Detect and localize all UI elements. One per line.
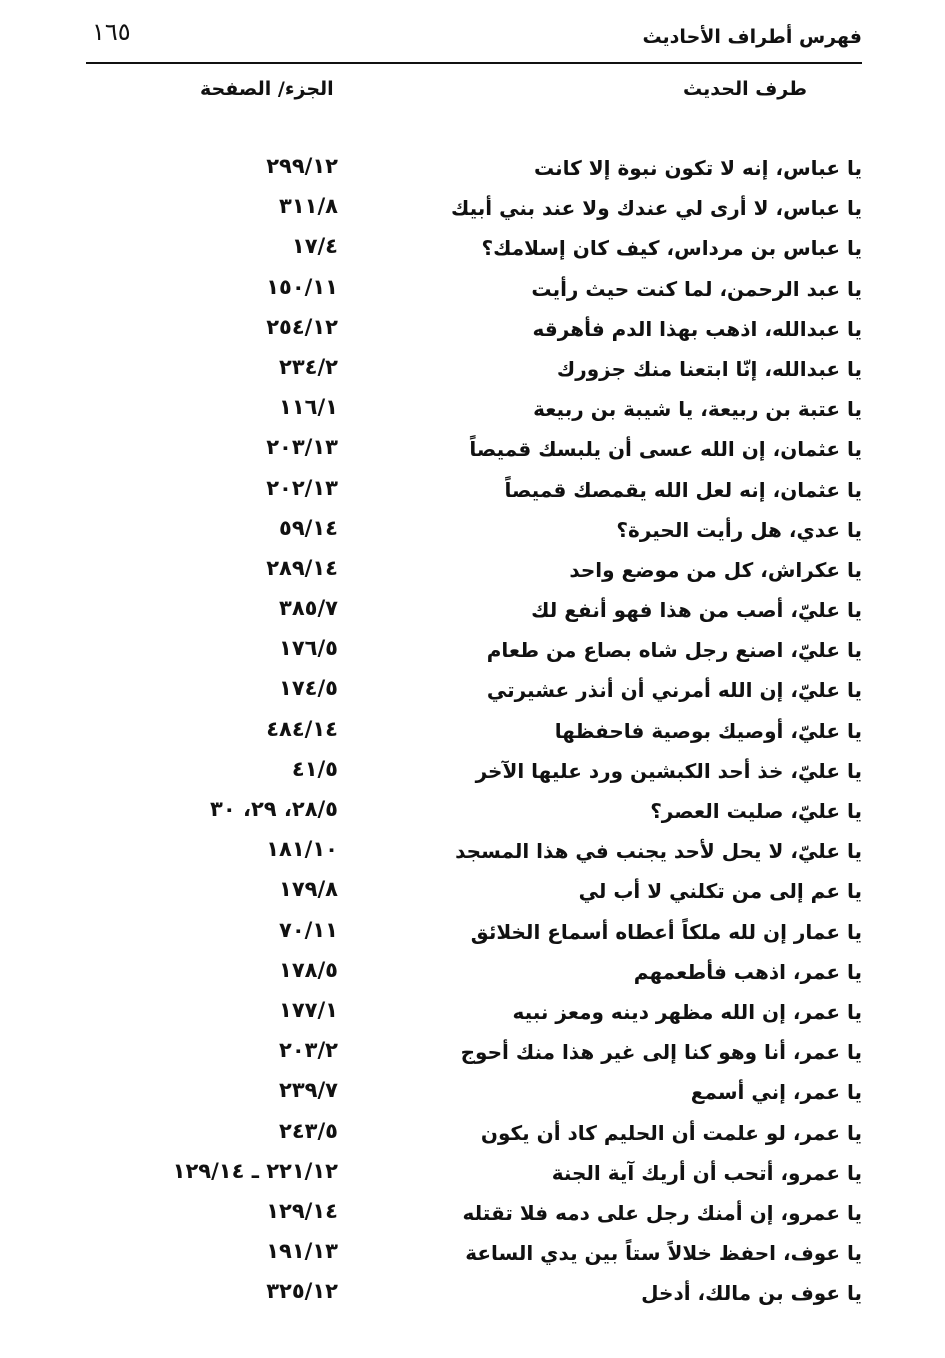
volume-page-reference: ١٧٧/١ bbox=[279, 997, 338, 1022]
volume-page-reference: ٢٣٩/٧ bbox=[279, 1078, 338, 1103]
volume-page-reference: ٢٨٩/١٤ bbox=[266, 555, 338, 580]
index-entry bbox=[86, 1277, 862, 1317]
hadith-incipit: يا عم إلى من تكلني لا أب لي bbox=[578, 879, 862, 904]
hadith-incipit: يا عليّ، إن الله أمرني أن أنذر عشيرتي bbox=[486, 678, 862, 703]
index-entry bbox=[86, 916, 862, 956]
hadith-incipit: يا عباس، إنه لا تكون نبوة إلا كانت bbox=[533, 156, 862, 180]
volume-page-reference: ٤١/٥ bbox=[291, 756, 338, 781]
hadith-incipit: يا عليّ، اصنع رجل شاه بصاع من طعام bbox=[486, 638, 862, 663]
hadith-incipit: يا عباس، لا أرى لي عندك ولا عند بني أبيك bbox=[450, 196, 862, 221]
index-entry bbox=[86, 715, 862, 755]
index-entry bbox=[86, 152, 862, 192]
volume-page-reference: ٢٣٤/٢ bbox=[279, 354, 338, 379]
hadith-incipit: يا عمر، أنا وهو كنا إلى غير هذا منك أحوج bbox=[460, 1040, 862, 1065]
hadith-incipit: يا عليّ، أصب من هذا فهو أنفع لك bbox=[531, 598, 862, 623]
hadith-incipit: يا عمر، إني أسمع bbox=[690, 1080, 862, 1105]
index-entry bbox=[86, 634, 862, 674]
index-entry bbox=[86, 594, 862, 634]
volume-page-reference: ٤٨٤/١٤ bbox=[266, 716, 338, 741]
hadith-incipit: يا عدي، هل رأيت الحيرة؟ bbox=[616, 517, 862, 542]
hadith-incipit: يا عباس بن مرداس، كيف كان إسلامك؟ bbox=[481, 236, 862, 261]
volume-page-reference: ٢٠٣/١٣ bbox=[266, 435, 338, 460]
index-entry bbox=[86, 313, 862, 353]
hadith-incipit: يا عبدالله، اذهب بهذا الدم فأهرقه bbox=[532, 316, 862, 341]
page-number: ١٦٥ bbox=[92, 18, 131, 46]
hadith-incipit: يا عمر، لو علمت أن الحليم كاد أن يكون bbox=[480, 1120, 862, 1145]
index-entry bbox=[86, 795, 862, 835]
volume-page-reference: ١٧/٤ bbox=[291, 234, 338, 259]
index-entry bbox=[86, 514, 862, 554]
hadith-incipit: يا عتبة بن ربيعة، يا شيبة بن ربيعة bbox=[533, 397, 862, 422]
index-entries bbox=[86, 152, 862, 1317]
volume-page-reference: ١٩١/١٣ bbox=[266, 1239, 338, 1264]
volume-page-reference: ٢٢١/١٢ ـ ١٢٩/١٤ bbox=[172, 1158, 338, 1183]
volume-page-reference: ٣٨٥/٧ bbox=[279, 596, 338, 621]
hadith-incipit: يا عوف بن مالك، أدخل bbox=[641, 1281, 862, 1306]
volume-page-reference: ١١٦/١ bbox=[279, 395, 338, 420]
page-header bbox=[86, 18, 862, 60]
volume-page-reference: ٣٢٥/١٢ bbox=[266, 1279, 338, 1304]
hadith-incipit: يا عليّ، صليت العصر؟ bbox=[650, 799, 862, 823]
index-entry bbox=[86, 1197, 862, 1237]
hadith-incipit: يا عثمان، إن الله عسى أن يلبسك قميصاً bbox=[469, 437, 862, 462]
index-entry bbox=[86, 393, 862, 433]
volume-page-reference: ٢٤٣/٥ bbox=[279, 1118, 338, 1143]
volume-page-reference: ١٧٤/٥ bbox=[279, 676, 338, 701]
volume-page-reference: ٢٨/٥، ٢٩، ٣٠ bbox=[210, 797, 338, 821]
volume-page-reference: ١٧٨/٥ bbox=[279, 957, 338, 982]
volume-page-reference: ٥٩/١٤ bbox=[279, 515, 338, 540]
hadith-incipit: يا عليّ، لا يحل لأحد يجنب في هذا المسجد bbox=[455, 839, 862, 864]
index-entry bbox=[86, 956, 862, 996]
index-entry bbox=[86, 674, 862, 714]
volume-page-reference: ٧٠/١١ bbox=[279, 917, 338, 942]
hadith-incipit: يا عمرو، إن أمنك رجل على دمه فلا تقتله bbox=[462, 1200, 862, 1225]
index-entry bbox=[86, 433, 862, 473]
volume-page-reference: ١٢٩/١٤ bbox=[266, 1198, 338, 1223]
hadith-incipit: يا عليّ، خذ أحد الكبشين ورد عليها الآخر bbox=[475, 758, 862, 783]
column-heading-reference: الجزء/ الصفحة bbox=[200, 78, 334, 100]
index-entry bbox=[86, 192, 862, 232]
hadith-incipit: يا عمرو، أتحب أن أريك آية الجنة bbox=[551, 1160, 862, 1185]
index-entry bbox=[86, 875, 862, 915]
header-rule bbox=[86, 62, 862, 64]
hadith-incipit: يا عبدالله، إنّا ابتعنا منك جزورك bbox=[556, 356, 862, 381]
volume-page-reference: ١٥٠/١١ bbox=[266, 274, 338, 299]
hadith-incipit: يا عثمان، إنه لعل الله يقمصك قميصاً bbox=[504, 477, 862, 502]
hadith-incipit: يا عمر، إن الله مظهر دينه ومعز نبيه bbox=[512, 999, 862, 1024]
index-entry bbox=[86, 353, 862, 393]
index-entry bbox=[86, 1237, 862, 1277]
index-entry bbox=[86, 1117, 862, 1157]
index-entry bbox=[86, 474, 862, 514]
running-title: فهرس أطراف الأحاديث bbox=[642, 26, 862, 48]
volume-page-reference: ١٧٩/٨ bbox=[279, 877, 338, 902]
hadith-incipit: يا عمار إن لله ملكاً أعطاه أسماع الخلائق bbox=[470, 919, 862, 944]
index-entry bbox=[86, 1157, 862, 1197]
volume-page-reference: ١٧٦/٥ bbox=[279, 636, 338, 661]
volume-page-reference: ٣١١/٨ bbox=[279, 194, 338, 219]
index-entry bbox=[86, 755, 862, 795]
volume-page-reference: ١٨١/١٠ bbox=[266, 837, 338, 862]
volume-page-reference: ٢٥٤/١٢ bbox=[266, 314, 338, 339]
index-entry bbox=[86, 273, 862, 313]
volume-page-reference: ٢٠٣/٢ bbox=[279, 1038, 338, 1063]
index-entry bbox=[86, 1076, 862, 1116]
hadith-incipit: يا عمر، اذهب فأطعمهم bbox=[633, 959, 862, 984]
volume-page-reference: ٢٩٩/١٢ bbox=[266, 154, 338, 178]
index-entry bbox=[86, 835, 862, 875]
index-entry bbox=[86, 1036, 862, 1076]
hadith-incipit: يا عكراش، كل من موضع واحد bbox=[569, 557, 862, 582]
column-heading-hadith: طرف الحديث bbox=[683, 78, 807, 100]
index-entry bbox=[86, 554, 862, 594]
index-entry bbox=[86, 996, 862, 1036]
hadith-incipit: يا عبد الرحمن، لما كنت حيث رأيت bbox=[531, 276, 862, 301]
index-entry bbox=[86, 232, 862, 272]
hadith-incipit: يا عليّ، أوصيك بوصية فاحفظها bbox=[554, 718, 862, 743]
hadith-incipit: يا عوف، احفظ خلالاً ستاً بين يدي الساعة bbox=[465, 1241, 862, 1266]
volume-page-reference: ٢٠٢/١٣ bbox=[266, 475, 338, 500]
